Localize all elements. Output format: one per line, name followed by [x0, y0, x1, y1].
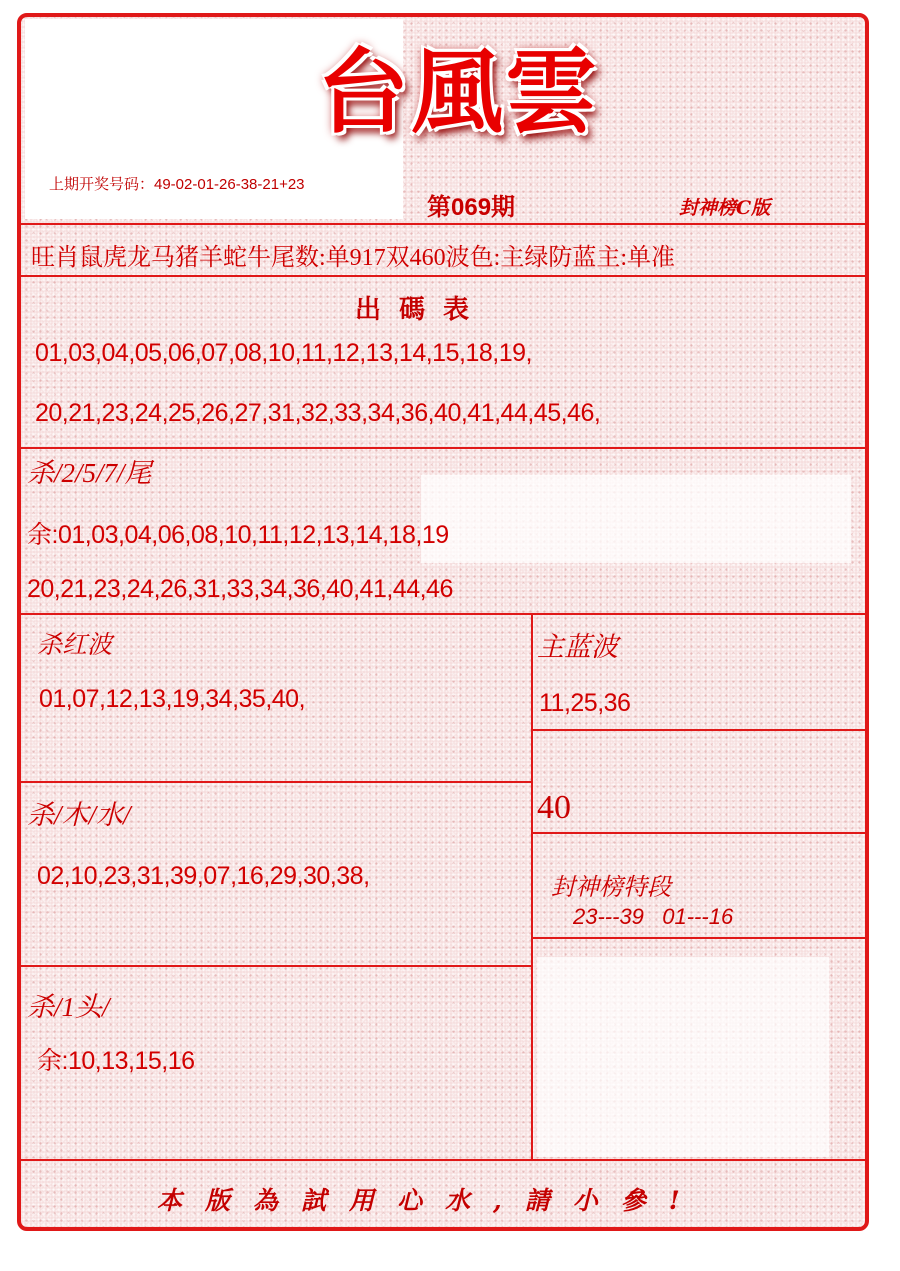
divider	[21, 1159, 865, 1161]
kill-head-heading: 杀/1头/	[27, 992, 110, 1022]
divider	[21, 613, 865, 615]
single-number: 40	[537, 789, 571, 826]
main-blue-values: 11,25,36	[539, 689, 631, 717]
blank-panel	[537, 957, 829, 1157]
kill-red-heading: 杀红波	[37, 632, 113, 659]
previous-draw: 上期开奖号码：49-02-01-26-38-21+23	[49, 176, 305, 193]
kill-tail-line-2: 20,21,23,24,26,31,33,34,36,40,41,44,46	[27, 575, 453, 603]
kill-head-values: 余:10,13,15,16	[37, 1047, 195, 1075]
zodiac-info-row: 旺肖鼠虎龙马猪羊蛇牛尾数:单917双460波色:主绿防蓝主:单准	[31, 245, 676, 271]
page-title: 台風雲	[317, 38, 600, 146]
kill-red-values: 01,07,12,13,19,34,35,40,	[39, 685, 306, 713]
divider	[21, 781, 533, 783]
special-segment-values: 23---39 01---16	[573, 904, 734, 929]
divider	[531, 832, 865, 834]
kill-tail-heading: 杀/2/5/7/尾	[27, 458, 152, 488]
special-segment-heading: 封神榜特段	[551, 875, 671, 901]
poster-frame	[17, 13, 869, 1231]
kill-elements-heading: 杀/木/水/	[27, 800, 131, 830]
tail-white-strip	[421, 475, 851, 563]
divider	[531, 729, 865, 731]
footer-disclaimer: 本版為試用心水,請小參!	[157, 1186, 703, 1215]
column-divider	[531, 613, 533, 1161]
divider	[21, 275, 865, 277]
kill-tail-line-1: 余:01,03,04,06,08,10,11,12,13,14,18,19	[27, 521, 449, 549]
table-line-2: 20,21,23,24,25,26,27,31,32,33,34,36,40,41,44,45,46,	[35, 399, 601, 427]
kill-elements-values: 02,10,23,31,39,07,16,29,30,38,	[37, 862, 370, 890]
divider	[21, 965, 533, 967]
table-line-1: 01,03,04,05,06,07,08,10,11,12,13,14,15,18,19,	[35, 339, 532, 367]
issue-number: 第069期	[427, 194, 516, 221]
divider	[531, 937, 865, 939]
edition-tag: 封神榜C版	[679, 197, 771, 219]
main-blue-heading: 主蓝波	[537, 632, 618, 662]
table-title: 出碼表	[355, 295, 488, 325]
divider	[21, 447, 865, 449]
divider	[21, 223, 865, 225]
